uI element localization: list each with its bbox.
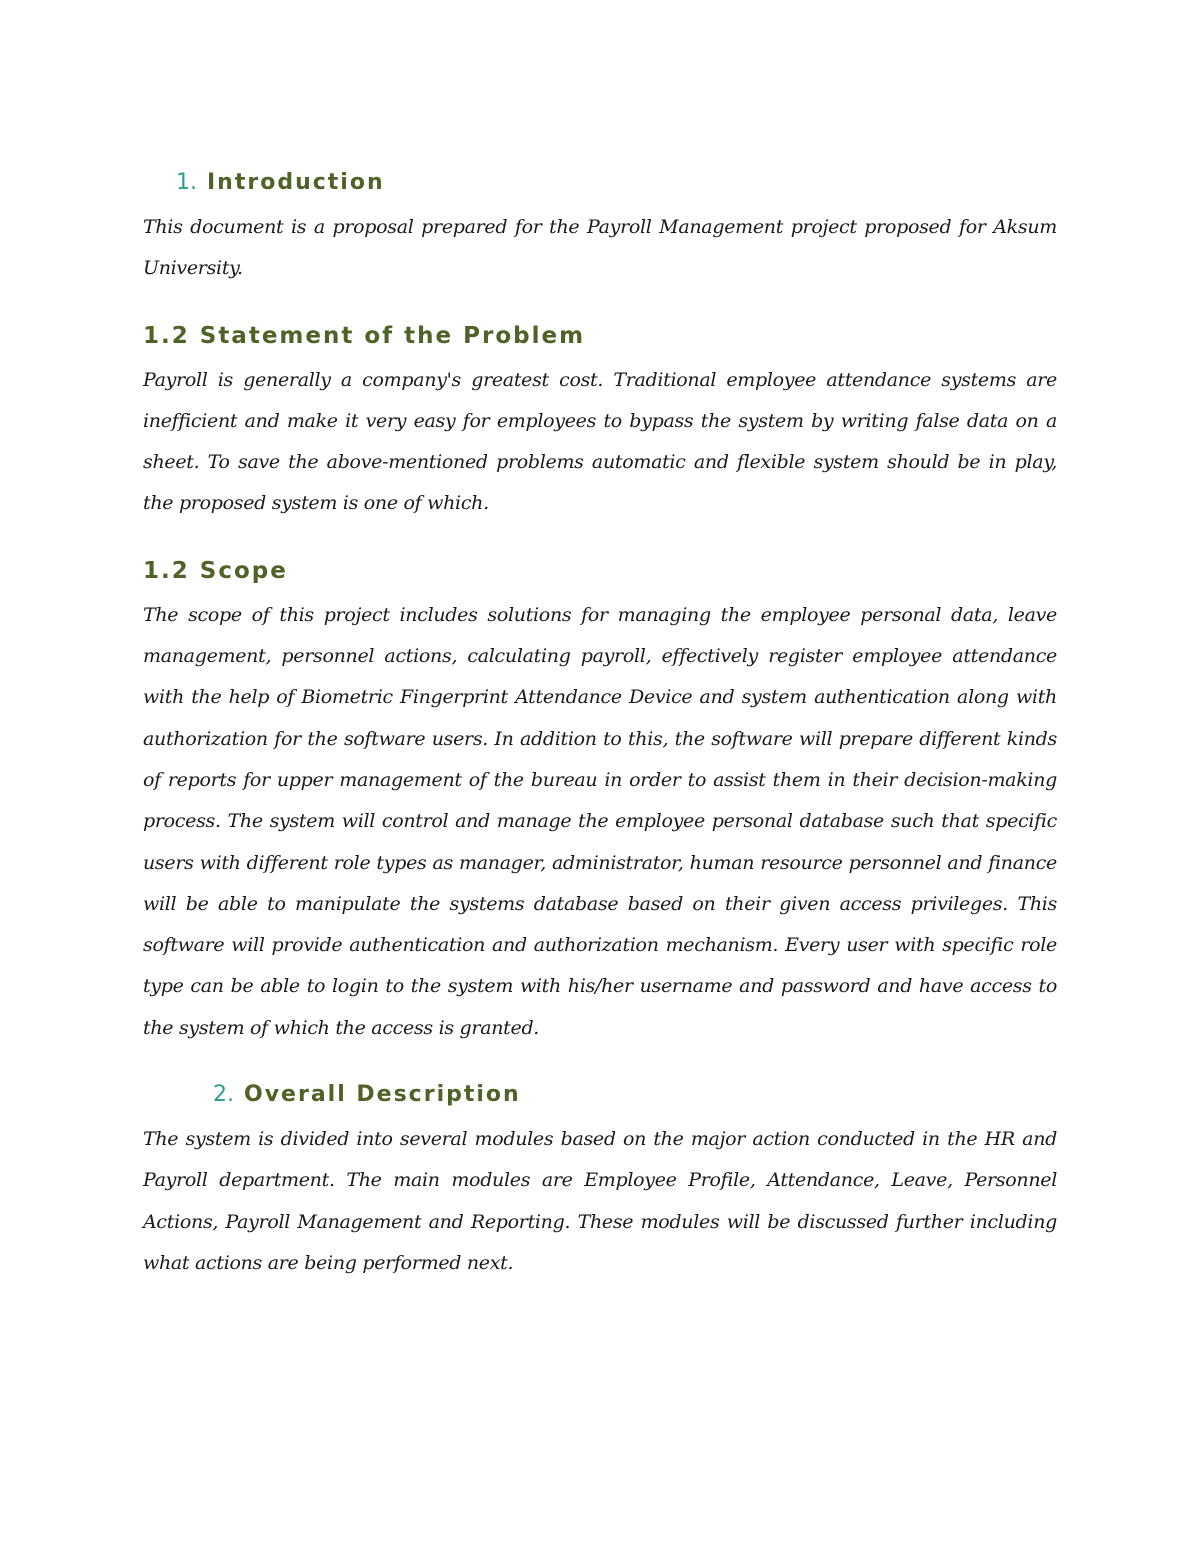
- section-heading-introduction: [143, 163, 1057, 203]
- section-number: 2.: [213, 1082, 234, 1108]
- section-body-statement-of-problem: Payroll is generally a company's greatest cost. Traditional employee attendance systems are inefficient and make it very easy for employees to bypass the system by writing false data on a sheet. To save the above-mentioned problems automatic and flexible system should be in play, the proposed system is one of which.: [143, 368, 1057, 515]
- section-body-introduction: This document is a proposal prepared for the Payroll Management project proposed for Aksum University.: [143, 216, 1057, 280]
- section-body-scope: The scope of this project includes solutions for managing the employee personal data, leave management, personnel actions, calculating payroll, effectively register employee attendance with the help of Biometric Fingerprint Attendance Device and system authentication along with authorization for the software users. In addition to this, the software will prepare different kinds of reports for upper management of the bureau in order to assist them in their decision-making process. The system will control and manage the employee personal database such that specific users with different role types as manager, administrator, human resource personnel and finance will be able to manipulate the systems database based on their given access privileges. This software will provide authentication and authorization mechanism. Every user with specific role type can be able to login to the system with his/her username and password and have access to the system of which the access is granted.: [143, 603, 1057, 1039]
- section-title: Introduction: [207, 170, 385, 195]
- section-title: Overall Description: [244, 1082, 521, 1108]
- section-heading-statement-of-problem: 1.2 Statement of the Problem: [143, 322, 586, 349]
- section-heading-scope: 1.2 Scope: [143, 557, 288, 584]
- section-number: 1.: [176, 170, 197, 195]
- section-body-overall-description: The system is divided into several modules based on the major action conducted in the HR and Payroll department. The main modules are Employee Profile, Attendance, Leave, Personnel Actions, Payroll Management and Reporting. These modules will be discussed further including what actions are being performed next.: [143, 1128, 1057, 1274]
- document-content: [143, 163, 1057, 1284]
- section-heading-overall-description: [143, 1075, 1057, 1115]
